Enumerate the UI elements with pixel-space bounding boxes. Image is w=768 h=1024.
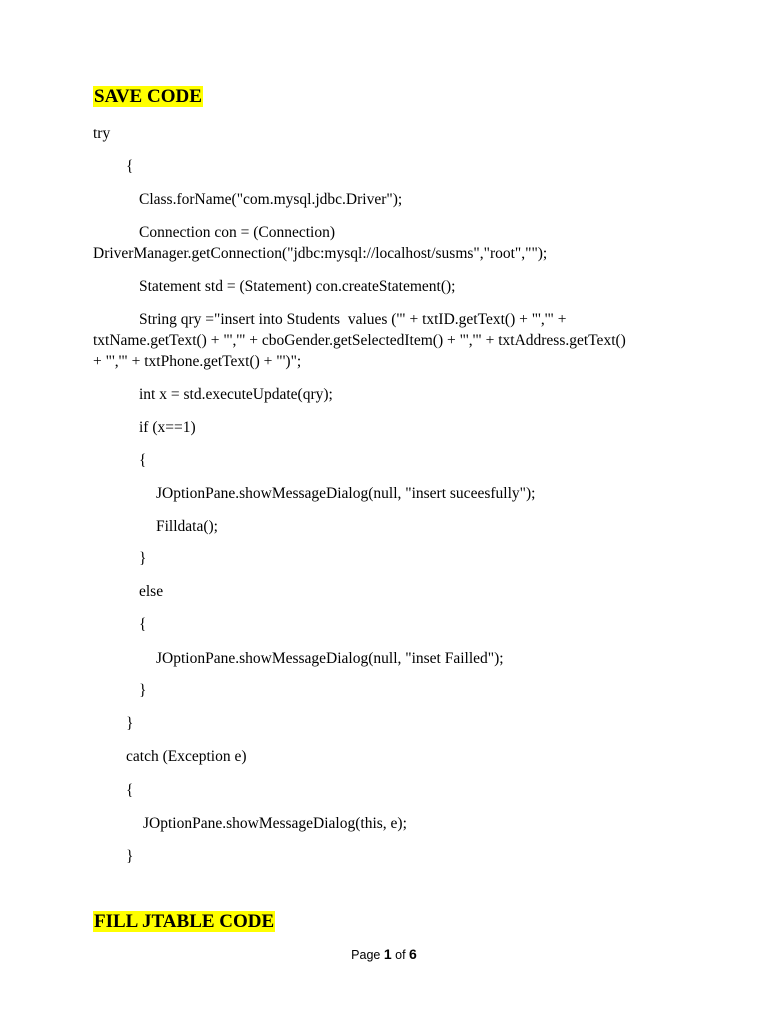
of-word: of: [395, 948, 406, 962]
code-line-try-close-brace: }: [126, 715, 134, 732]
code-line-else: else: [139, 583, 164, 600]
code-line-if: if (x==1): [139, 419, 196, 436]
code-line-if-open-brace: {: [139, 452, 147, 469]
code-line-catch-open-brace: {: [126, 782, 134, 799]
code-line-if-close-brace: }: [139, 550, 147, 567]
code-line-query: String qry ="insert into Students values ('" + txtID.getText() + "','" +: [139, 311, 567, 328]
code-line-class-forname: Class.forName("com.mysql.jdbc.Driver");: [139, 191, 403, 208]
code-line-else-close-brace: }: [139, 682, 147, 699]
code-line-statement: Statement std = (Statement) con.createStatement();: [139, 278, 456, 295]
total-pages-number: 6: [409, 946, 417, 962]
save-code-heading: SAVE CODE: [94, 86, 202, 107]
code-line-connection: Connection con = (Connection): [139, 224, 335, 241]
code-line-success-dialog: JOptionPane.showMessageDialog(null, "insert suceesfully");: [156, 485, 536, 502]
code-line-execute-update: int x = std.executeUpdate(qry);: [139, 386, 333, 403]
code-line-catch-close-brace: }: [126, 848, 134, 865]
page-word: Page: [351, 948, 381, 962]
code-line-connection-cont: DriverManager.getConnection("jdbc:mysql://localhost/susms","root","");: [93, 245, 548, 262]
code-line-failed-dialog: JOptionPane.showMessageDialog(null, "inset Failled");: [156, 650, 504, 667]
code-line-exception-dialog: JOptionPane.showMessageDialog(this, e);: [143, 815, 407, 832]
code-line-query-cont-2: + "','" + txtPhone.getText() + "')";: [93, 353, 302, 370]
code-line-else-open-brace: {: [139, 616, 147, 633]
code-line-filldata: Filldata();: [156, 518, 218, 535]
page-footer: [0, 945, 768, 964]
fill-jtable-code-heading: FILL JTABLE CODE: [94, 911, 275, 932]
code-line-open-brace: {: [126, 158, 134, 175]
code-line-try: try: [93, 125, 111, 142]
current-page-number: 1: [383, 946, 392, 962]
code-line-query-cont-1: txtName.getText() + "','" + cboGender.getSelectedItem() + "','" + txtAddress.getText(): [93, 332, 626, 349]
code-line-catch: catch (Exception e): [126, 748, 247, 765]
